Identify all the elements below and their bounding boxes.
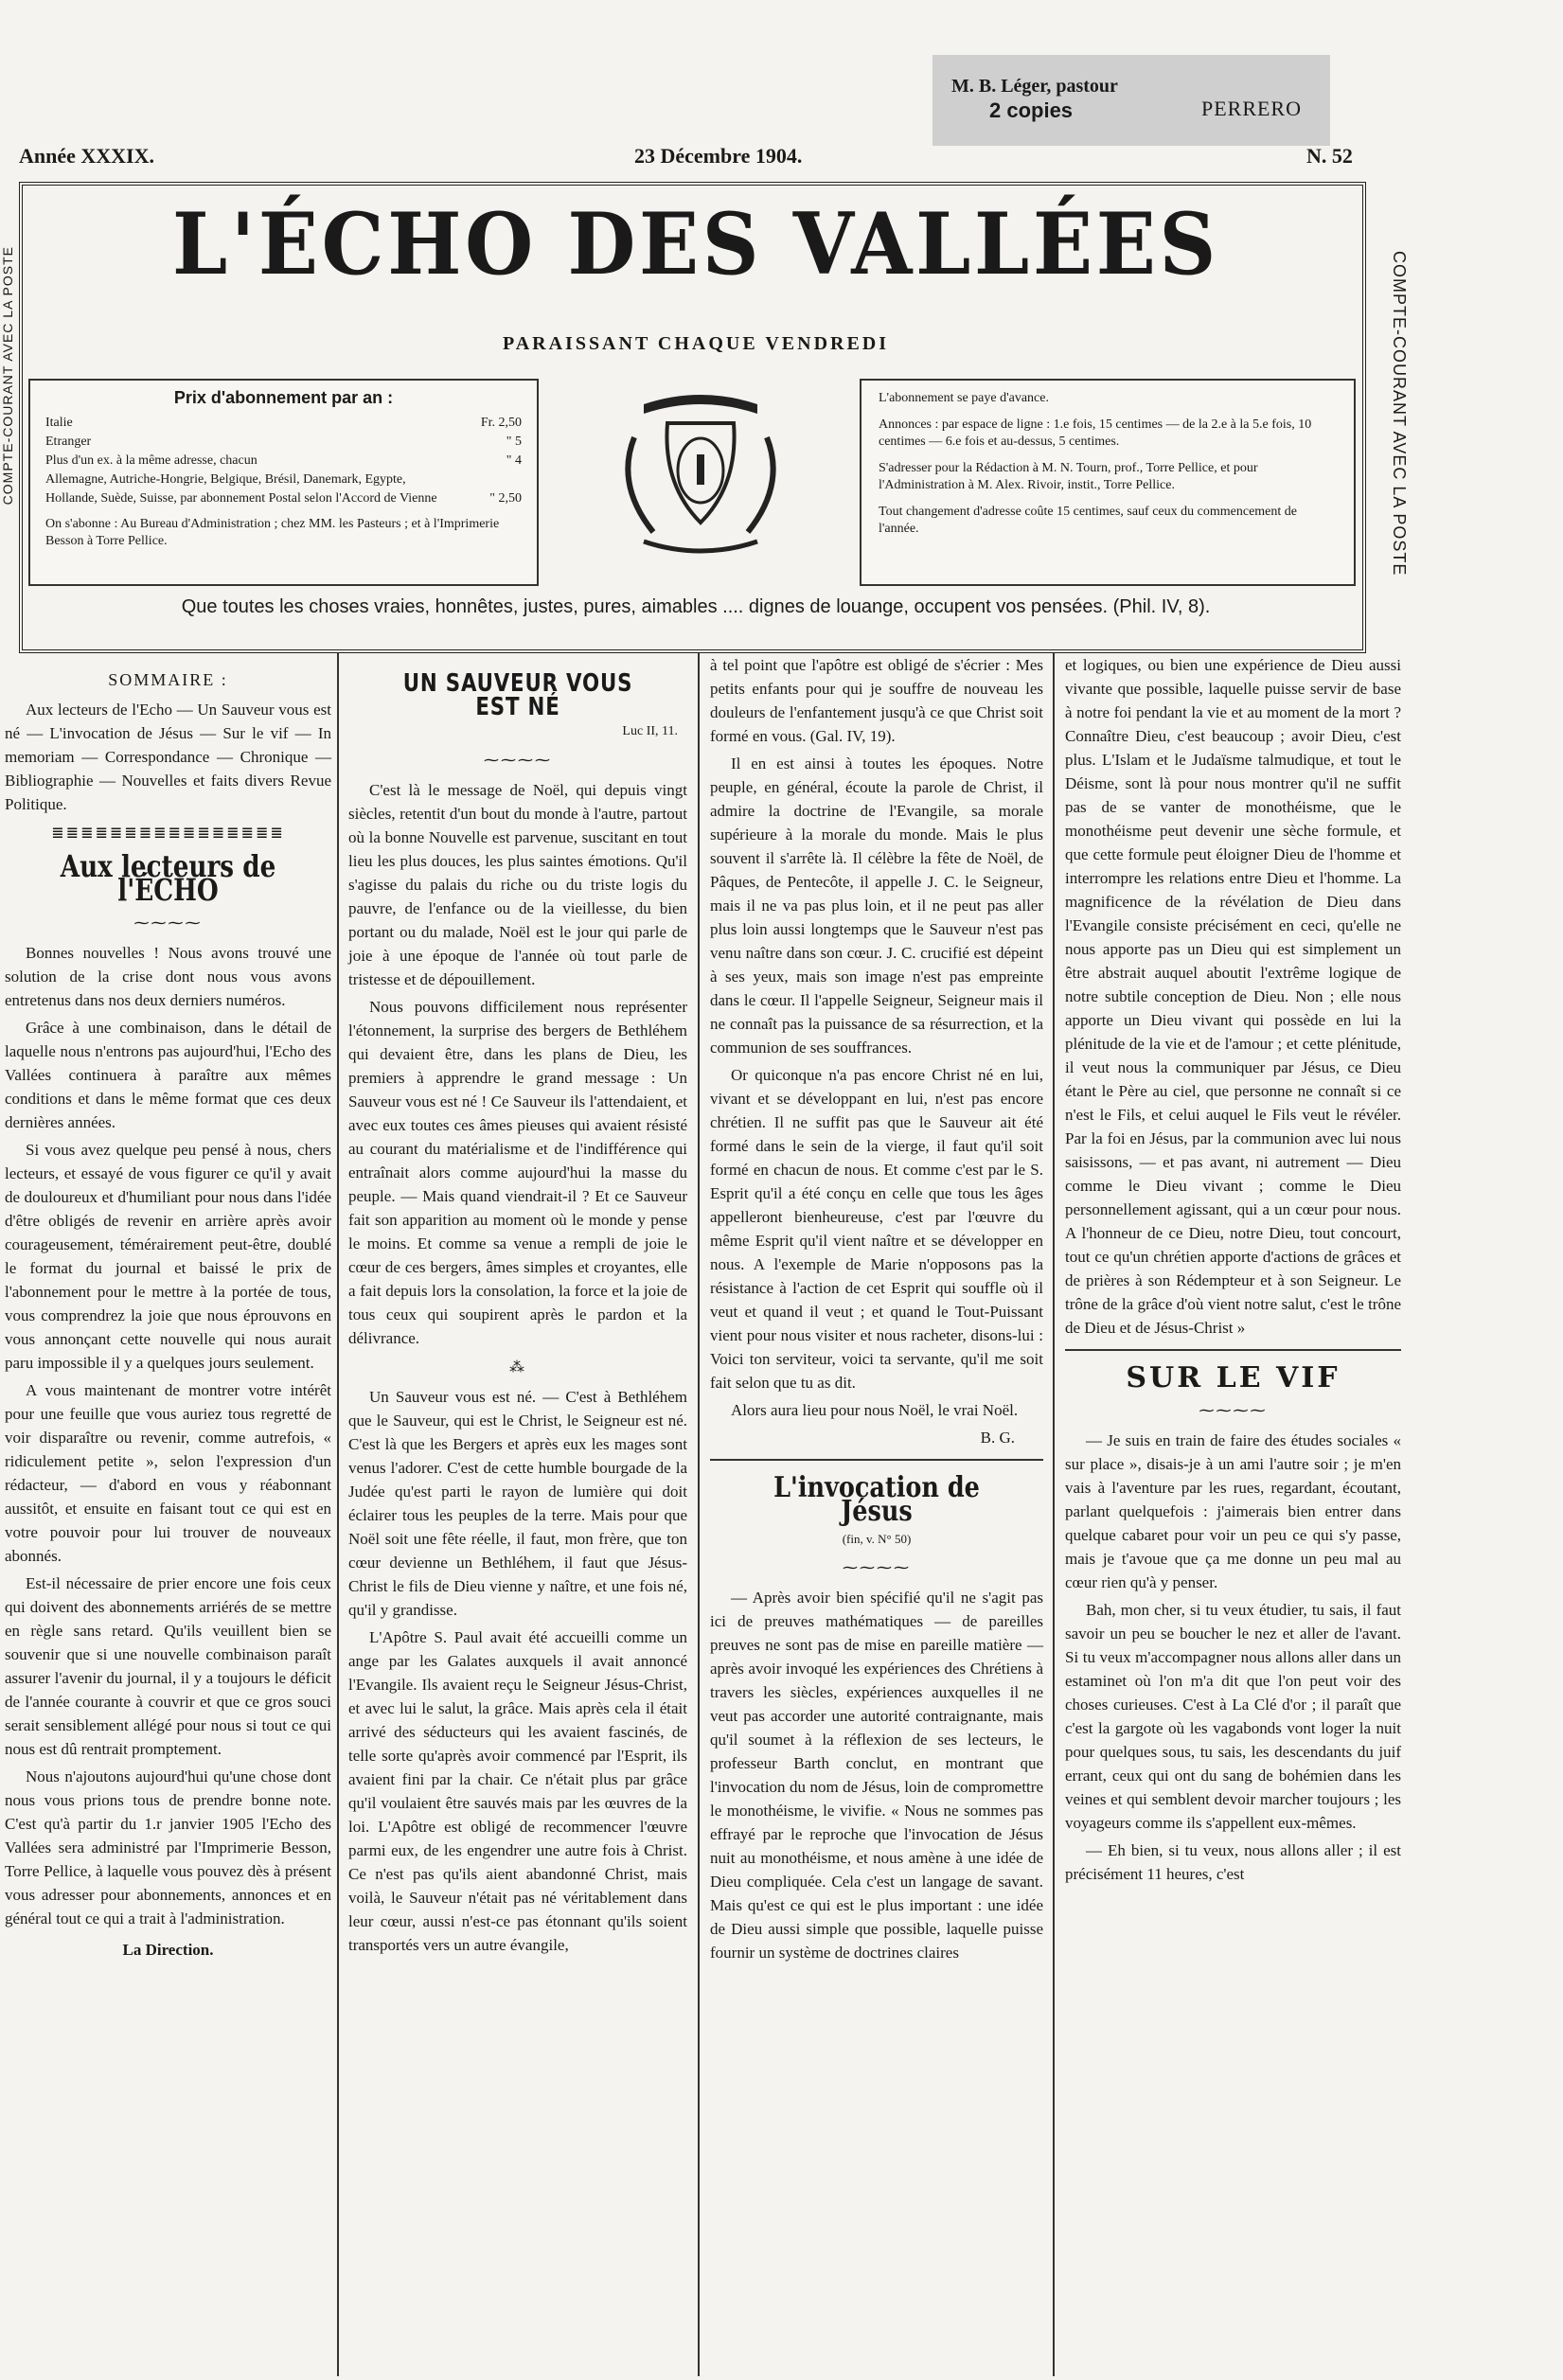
column-1	[5, 653, 331, 1962]
price-row: Etranger " 5	[45, 435, 522, 449]
side-text-left: COMPTE-COURANT AVEC LA POSTE	[0, 246, 15, 506]
stamp-town: PERRERO	[1200, 97, 1302, 120]
year-label: Année XXXIX.	[19, 144, 154, 168]
article-title-lecteurs: Aux lecteurs de l'ÉCHO	[60, 848, 276, 908]
ornament-divider: ⁓⁓⁓⁓	[843, 1560, 911, 1576]
paragraph: Est-il nécessaire de prier encore une fois ceux qui doivent des abonnements arriérés de se mettre en règle sans retard. Qu'ils veuillent bien se souvenir que si une nouvelle combinaison paraît assurer l'avenir du journal, il y a toujours le déficit de l'année courante à couvrir et que ce gros souci serait sensiblement allégé pour nous si tout ce qui nous est dû rentrait promptement.	[5, 1574, 331, 1758]
paragraph: C'est là le message de Noël, qui depuis vingt siècles, retentit d'un bout du monde à l'autre, partout où la bonne Nouvelle est parvenue, suscitant en tout lieu les plus douces, les plus saintes émotions. Qu'il s'agisse du palais du riche ou du triste logis du pauvre, de l'enfance ou de la vieillesse, du bien portant ou du malade, Noël est le jour qui parle de joie à une époque de l'année où tout parle de tristesse et de dépouillement.	[348, 781, 687, 988]
asterism: ⁂	[509, 1359, 526, 1376]
column-rule	[337, 653, 339, 2376]
paragraph: et logiques, ou bien une expérience de Dieu aussi vivante que possible, laquelle puisse servir de base à notre foi pendant la vie et au moment de la mort ? Connaître Dieu, c'est beaucoup ; avoir Dieu, c'est plus. L'Islam et le Judaïsme talmudique, et tout le Déisme, sont là pour nous montrer qu'il ne suffit pas de se vanter de monothéisme, que le monothéisme peut devenir une sèche formule, et que cette formule peut éloigner Dieu de l'homme et interrompre les relations entre Dieu et l'homme. La magnificence de la révélation de Dieu dans l'Evangile consiste précisément en ceci, qu'elle ne nous apporte pas un Dieu qui est simplement un être abstrait auquel aboutit l'extrême logique de notre subtile conception de Dieu. Non ; elle nous apporte un Dieu vivant qui possède en lui la plénitude de la vie et de l'amour ; et cette plénitude, il veut nous la communiquer par Jésus, ce Dieu étant le Père au ciel, que personne ne connaît si ce n'est le Fils, et celui auquel le Fils veut le révéler. Par la foi en Jésus, par la communion avec lui nous saisissons, — et pas avant, ni autrement — Dieu comme le Dieu vivant ; comme le Dieu personnellement agissant, qui a un cœur pour nous. A l'honneur de ce Dieu, notre Dieu, tout concourt, tout ce qu'un chrétien apporte d'actions de grâces et de prières à son Rédempteur et à son Seigneur. Le trône de la grâce d'où vient notre salut, c'est le trône de Dieu et de Jésus-Christ »	[1065, 656, 1401, 1337]
stamp-copies: 2 copies	[989, 98, 1074, 122]
ornament-divider: ≣≣≣≣≣≣≣≣≣≣≣≣≣≣≣≣	[51, 826, 285, 842]
subscription-prices	[28, 379, 539, 586]
motto: Que toutes les choses vraies, honnêtes, justes, pures, aimables .... dignes de louange, occupent vos pensées. (Phil. IV, 8).	[181, 596, 1211, 617]
price-row: Plus d'un ex. à la même adresse, chacun " 4	[45, 453, 522, 468]
column-rule	[698, 653, 700, 2376]
column-4	[1065, 653, 1401, 1890]
paragraph: — Eh bien, si tu veux, nous allons aller ; il est précisément 11 heures, c'est	[1065, 1841, 1401, 1883]
paragraph: Nous n'ajoutons aujourd'hui qu'une chose dont nous vous prions tous de prendre bonne note. C'est qu'à partir du 1.r janvier 1905 l'Echo des Vallées sera administré par l'Imprimerie Besson, Torre Pellice, à laquelle vous pouvez dès à présent vous adresser pour abonnements, annonces et en général tout ce qui a trait à l'administration.	[5, 1767, 331, 1927]
paragraph: L'Apôtre S. Paul avait été accueilli comme un ange par les Galates auxquels il avait annoncé l'Evangile. Ils avaient reçu le Seigneur Jésus-Christ, et avec lui le salut, la grâce. Mais après cela il était arrivé des séducteurs qui les avaient fascinés, de telle sorte qu'après avoir commencé par l'Esprit, ils avaient fini par la chair. Ce n'était plus par grâce qu'il voulaient être sauvés mais par les œuvres de la loi. L'Apôtre est obligé de recommencer l'œuvre parmi eux, de les engendrer une autre fois à Christ. Ce n'est pas qu'ils aient abandonné Christ, mais voilà, le Sauveur n'était pas né véritablement dans leur cœur, aussi n'est-ce pas étonnant qu'ils soient transportés vers un autre évangile,	[348, 1628, 687, 1954]
price-row: Italie Fr. 2,50	[45, 416, 522, 430]
subscription-note: On s'abonne : Au Bureau d'Administration ; chez MM. les Pasteurs ; et à l'Imprimerie Besson à Torre Pellice.	[45, 517, 500, 548]
issue-date: 23 Décembre 1904.	[634, 144, 803, 168]
issue-number: N. 52	[1306, 144, 1353, 168]
emblem-icon	[577, 381, 824, 570]
paragraph: A vous maintenant de montrer votre intérêt pour une feuille que vous auriez tous regretté de voir disparaître ou revenir, comme autrefois, « ridiculement petite », selon l'expression d'un rédacteur, — d'abord en vous y réabonnant aussitôt, et ensuite en faisant tout ce qui est en votre pouvoir pour lui trouver de nouveaux abonnés.	[5, 1381, 331, 1565]
newspaper-title: L'ÉCHO DES VALLÉES	[171, 194, 1220, 294]
ornament-divider: ⁓⁓⁓⁓	[484, 753, 552, 769]
info-line: S'adresser pour la Rédaction à M. N. Tourn, prof., Torre Pellice, et pour l'Administration à M. Alex. Rivoir, instit., Torre Pellice.	[879, 461, 1258, 492]
section-divider	[1065, 1349, 1401, 1351]
sommaire-text: Aux lecteurs de l'Echo — Un Sauveur vous est né — L'invocation de Jésus — Sur le vif — In memoriam — Correspondance — Chronique — Bibliographie — Nouvelles et faits divers Revue Politique.	[5, 701, 331, 813]
paragraph: — Après avoir bien spécifié qu'il ne s'agit pas ici de preuves mathématiques — de pareilles preuves ne sont pas de mise en pareille matière — après avoir invoqué les expériences des Chrétiens à travers les siècles, expériences auxquelles il ne veut pas accorder une autorité contraignante, mais qu'il soumet à la réflexion de ses lecteurs, le professeur Barth conclut, en montrant que l'invocation du nom de Jésus, loin de compromettre le monothéisme, le vivifie. « Nous ne sommes pas effrayé par le reproche que l'invocation de Jésus nuit au monothéisme, et nous amène à une idée de Dieu compliquée. Cela c'est un langage de savant. Mais qu'est ce qui est le plus important : une idée de Dieu aussi simple que possible, laquelle puisse fournir un système de doctrines claires	[710, 1589, 1043, 1962]
info-line: Annonces : par espace de ligne : 1.e fois, 15 centimes — de la 2.e à la 5.e fois, 10 centimes — 6.e fois et au-dessus, 5 centimes.	[879, 417, 1312, 449]
price-row: Allemagne, Autriche-Hongrie, Belgique, Brésil, Danemark, Egypte, Hollande, Suède, Suisse, par abonnement Postal selon l'Accord de Vienne " 2,50	[45, 472, 522, 506]
column-3	[710, 653, 1043, 1968]
paragraph: — Je suis en train de faire des études sociales « sur place », disais-je à un ami l'autre soir ; je m'en vais à l'aventure par les rues, regardant, écoutant, parlant quelquefois : j'aimerais bien entrer dans quelque cabaret pour voir un peu ce qui s'y passe, mais je t'avoue que ça me donne un peu mal au cœur rien qu'à y penser.	[1065, 1431, 1401, 1591]
dateline	[19, 144, 1374, 176]
article-subtitle: (fin, v. N° 50)	[842, 1532, 912, 1546]
column-rule	[1053, 653, 1055, 2376]
signature: La Direction.	[122, 1941, 214, 1959]
address-stamp	[932, 55, 1330, 146]
side-text-right: COMPTE-COURANT AVEC LA POSTE	[1390, 251, 1409, 577]
ornament-divider: ⁓⁓⁓⁓	[133, 915, 203, 932]
paragraph: à tel point que l'apôtre est obligé de s'écrier : Mes petits enfants pour qui je souffre de nouveau les douleurs de l'enfantement jusqu'à ce que Christ soit formé en vous. (Gal. IV, 19).	[710, 656, 1043, 745]
paragraph: Si vous avez quelque peu pensé à nous, chers lecteurs, et essayé de vous figurer ce qu'il y avait de douloureux et d'humiliant pour nous dans l'idée d'être obligés de revenir en arrière après avoir courageusement, témérairement peut-être, doublé le format du journal et baissé le prix de l'abonnement pour le mettre à la portée de tous, vous comprendrez la joie que nous éprouvons en vous annonçant cette nouvelle qui nous aurait paru impossible il y a quelques jours seulement.	[5, 1141, 331, 1372]
sommaire-title: SOMMAIRE :	[108, 670, 228, 689]
section-divider	[710, 1459, 1043, 1461]
paragraph: Or quiconque n'a pas encore Christ né en lui, vivant et se développant en lui, n'est pas encore chrétien. Il ne suffit pas que le Sauveur ait été formé dans le sein de la vierge, il faut qu'il soit formé en chacun de nous. Et comme c'est par le S. Esprit qu'il a été conçu en celle que tous les âges appelleront bienheureuse, c'est par l'œuvre du même Esprit qu'il vient naître et se développer en nous. A l'exemple de Marie n'opposons pas la résistance à l'action de cet Esprit qui souffle où il veut et quand il veut ; et quand le Tout-Puissant vient pour nous visiter et nous racheter, disons-lui : Voici ton serviteur, voici ta servante, qu'il me soit fait selon que tu as dit.	[710, 1066, 1043, 1392]
article-title-sauveur: UN SAUVEUR VOUS EST NÉ	[402, 669, 633, 721]
prices-heading: Prix d'abonnement par an :	[173, 388, 394, 407]
paragraph: Il en est ainsi à toutes les époques. Notre peuple, en général, écoute la parole de Christ, il admire la doctrine de l'Evangile, sa morale supérieure à la morale du monde. Mais le plus souvent il s'arrête là. Il célèbre la fête de Noël, de Pâques, de Pentecôte, il appelle J. C. le Seigneur, mais il ne va pas plus loin, et il ne peut pas aller plus loin aussi longtemps que le Sauveur n'est pas venu naître dans son cœur. J. C. crucifié est dépeint à ses yeux, mais son image n'est pas empreinte dans le cœur. Il l'appelle Seigneur, Seigneur mais il ne connaît pas la puissance de sa résurrection, et la communion de ses souffrances.	[710, 755, 1043, 1057]
paragraph: Alors aura lieu pour nous Noël, le vrai Noël.	[731, 1401, 1019, 1419]
info-box	[860, 379, 1356, 586]
paragraph: Bonnes nouvelles ! Nous avons trouvé une solution de la crise dont nous vous avons entretenus dans nos deux derniers numéros.	[5, 944, 331, 1009]
paragraph: Un Sauveur vous est né. — C'est à Bethléhem que le Sauveur, qui est le Christ, le Seigneur est né. C'est là que les Bergers et après eux les mages sont venus l'adorer. C'est de cette humble bourgade de la Judée qu'est parti le rayon de lumière qui doit éclairer tous les peuples de la terre. Mais pour que Noël soit une fête réelle, il faut, mon frère, que ton cœur devienne un Bethléhem, il faut que Jésus-Christ le fils de Dieu vienne y naître, et une fois né, qu'il y grandisse.	[348, 1388, 687, 1619]
stamp-recipient: M. B. Léger, pastour	[951, 76, 1118, 97]
ornament-divider: ⁓⁓⁓⁓	[1199, 1403, 1268, 1419]
scripture-ref: Luc II, 11.	[622, 724, 678, 738]
info-line: L'abonnement se paye d'avance.	[879, 391, 1049, 405]
paragraph: Bah, mon cher, si tu veux étudier, tu sais, il faut savoir un peu se boucher le nez et aller de l'avant. Si tu veux m'accompagner nous allons aller dans un estaminet où l'on m'a dit que l'on peut voir des choses curieuses. C'est à La Clé d'or ; il paraît que c'est la gargote où les vagabonds vont loger la nuit pour quelques sous, tu sais, les descendants du juif errant, ceux qui ont du sang de bohémien dans les veines et qui semblent devoir marcher toujours ; les voyageurs comme ils s'appellent eux-mêmes.	[1065, 1601, 1401, 1832]
article-title-invocation: L'invocation de Jésus	[773, 1471, 980, 1528]
initials: B. G.	[980, 1429, 1015, 1447]
newspaper-subtitle: PARAISSANT CHAQUE VENDREDI	[502, 333, 890, 354]
info-line: Tout changement d'adresse coûte 15 centimes, sauf ceux du commencement de l'année.	[879, 505, 1297, 536]
paragraph: Nous pouvons difficilement nous représenter l'étonnement, la surprise des bergers de Bethléhem qui devaient être, dans les plans de Dieu, les premiers à apprendre le grand message : Un Sauveur vous est né ! Ce Sauveur ils l'attendaient, et avec eux toutes ces âmes pieuses qui avaient résisté au courant du matérialisme et de l'indifférence qui entraînait alors comme aujourd'hui la masse du peuple. — Mais quand viendrait-il ? Et ce Sauveur fait son apparition au moment où le monde y pense le moins. Et comme sa venue a rempli de joie le cœur de ces bergers, âmes simples et croyantes, elle a fait depuis lors la consolation, la force et la joie de tous ceux qui soupirent après le pardon et la délivrance.	[348, 998, 687, 1347]
article-title-sur-le-vif: SUR LE VIF	[1126, 1361, 1341, 1394]
paragraph: Grâce à une combinaison, dans le détail de laquelle nous n'entrons pas aujourd'hui, l'Echo des Vallées continuera à paraître aux mêmes conditions et dans le même format que ces deux dernières années.	[5, 1019, 331, 1131]
column-2	[348, 653, 687, 1961]
